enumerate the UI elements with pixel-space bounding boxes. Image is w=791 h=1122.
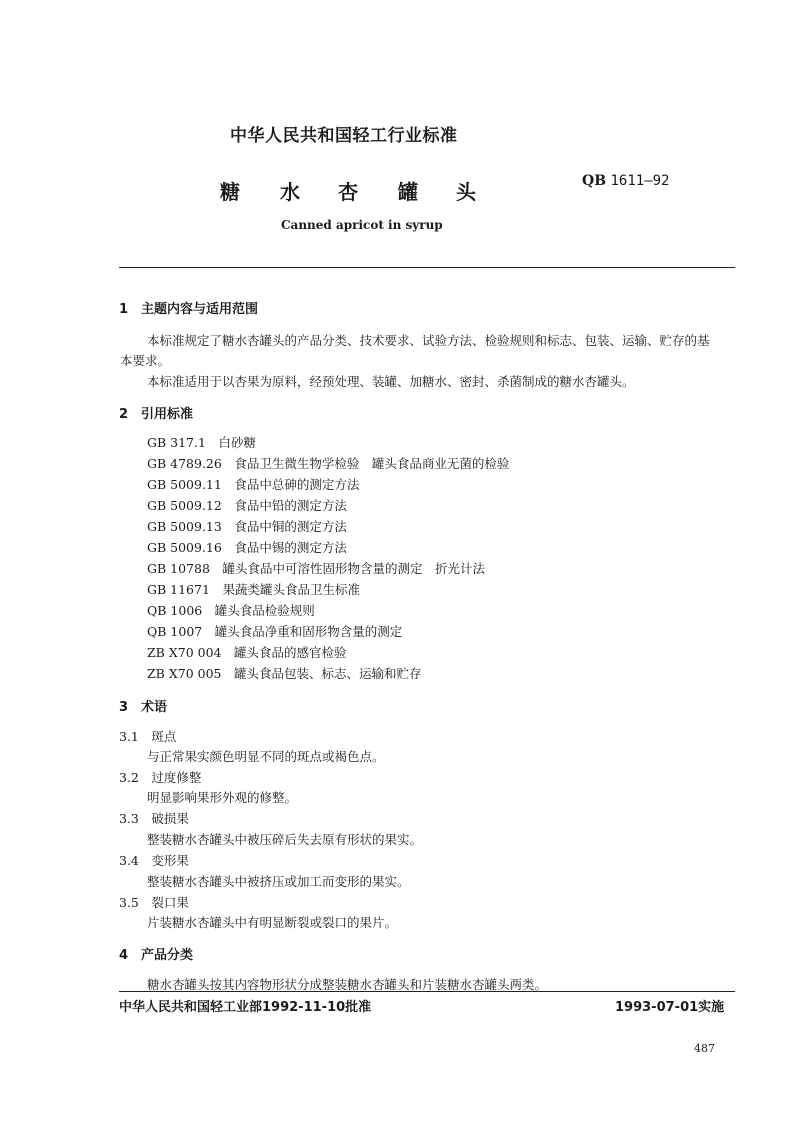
- term-definition: 整装糖水杏罐头中被压碎后失去原有形状的果实。: [147, 832, 423, 847]
- reference-item: [147, 496, 347, 514]
- ref-code: GB 5009.13: [147, 519, 222, 534]
- term-number: 3.5: [119, 895, 139, 910]
- reference-item: [147, 643, 347, 661]
- header-divider: [119, 267, 735, 268]
- section-3-heading: 3 术语: [119, 700, 168, 715]
- term-heading: [119, 893, 189, 911]
- industry-standard-title: 中华人民共和国轻工行业标准: [230, 126, 458, 146]
- page-number: 487: [694, 1042, 715, 1055]
- title-char: 头: [456, 180, 476, 204]
- english-title: Canned apricot in syrup: [281, 218, 443, 232]
- ref-title: 果蔬类罐头食品卫生标准: [222, 582, 360, 597]
- section-1-para1-line1: 本标准规定了糖水杏罐头的产品分类、技术要求、试验方法、检验规则和标志、包装、运输、贮存的基: [147, 333, 710, 348]
- ref-title: 罐头食品净重和固形物含量的测定: [214, 624, 403, 639]
- reference-item: [147, 580, 360, 598]
- term-name: 裂口果: [151, 895, 189, 910]
- reference-item: [147, 517, 347, 535]
- section-1-para2: 本标准适用于以杏果为原料，经预处理、装罐、加糖水、密封、杀菌制成的糖水杏罐头。: [147, 374, 635, 389]
- standard-code: [582, 173, 670, 189]
- section-1-heading: 1 主题内容与适用范围: [119, 302, 259, 317]
- reference-item: [147, 538, 347, 556]
- ref-code: ZB X70 005: [147, 666, 222, 681]
- term-number: 3.1: [119, 729, 139, 744]
- ref-code: GB 5009.12: [147, 498, 222, 513]
- term-name: 破损果: [151, 811, 189, 826]
- ref-title: 罐头食品的感官检验: [234, 645, 347, 660]
- ref-title: 食品卫生微生物学检验 罐头食品商业无菌的检验: [234, 456, 510, 471]
- ref-title: 食品中铜的测定方法: [234, 519, 347, 534]
- term-definition: 片装糖水杏罐头中有明显断裂或裂口的果片。: [147, 915, 398, 930]
- section-4-para: 糖水杏罐头按其内容物形状分成整装糖水杏罐头和片装糖水杏罐头两类。: [147, 977, 548, 992]
- ref-code: GB 4789.26: [147, 456, 222, 471]
- ref-title: 罐头食品检验规则: [214, 603, 315, 618]
- term-definition: 明显影响果形外观的修整。: [147, 790, 298, 805]
- reference-item: [147, 601, 315, 619]
- code-prefix: QB: [582, 173, 607, 189]
- reference-item: [147, 664, 422, 682]
- title-char: 糖: [220, 180, 240, 204]
- reference-item: [147, 559, 485, 577]
- term-name: 斑点: [151, 729, 177, 744]
- ref-code: ZB X70 004: [147, 645, 222, 660]
- term-definition: 整装糖水杏罐头中被挤压或加工而变形的果实。: [147, 874, 410, 889]
- ref-code: QB 1007: [147, 624, 203, 639]
- term-heading: [119, 727, 176, 745]
- approval-line: 中华人民共和国轻工业部1992-11-10批准: [119, 1000, 372, 1015]
- ref-title: 白砂糖: [218, 435, 256, 450]
- code-number: 1611—92: [610, 173, 670, 189]
- title-char: 水: [280, 180, 300, 204]
- ref-code: GB 11671: [147, 582, 210, 597]
- term-heading: [119, 809, 189, 827]
- implementation-date: 1993-07-01实施: [615, 1000, 725, 1015]
- reference-item: [147, 622, 402, 640]
- ref-title: 罐头食品包装、标志、运输和贮存: [234, 666, 422, 681]
- term-definition: 与正常果实颜色明显不同的斑点或褐色点。: [147, 749, 385, 764]
- section-2-heading: 2 引用标准: [119, 407, 194, 422]
- ref-code: GB 317.1: [147, 435, 206, 450]
- ref-code: GB 5009.16: [147, 540, 222, 555]
- footer-divider: [119, 991, 735, 992]
- ref-title: 食品中锡的测定方法: [234, 540, 347, 555]
- ref-code: QB 1006: [147, 603, 203, 618]
- section-4-heading: 4 产品分类: [119, 948, 194, 963]
- ref-title: 食品中铅的测定方法: [234, 498, 347, 513]
- section-1-para1-line2: 本要求。: [120, 353, 171, 368]
- title-char: 罐: [398, 180, 418, 204]
- term-number: 3.3: [119, 811, 139, 826]
- term-number: 3.4: [119, 853, 139, 868]
- ref-code: GB 10788: [147, 561, 210, 576]
- ref-title: 罐头食品中可溶性固形物含量的测定 折光计法: [222, 561, 485, 576]
- term-heading: [119, 768, 201, 786]
- reference-item: [147, 475, 359, 493]
- term-heading: [119, 851, 189, 869]
- term-name: 过度修整: [151, 770, 202, 785]
- ref-code: GB 5009.11: [147, 477, 222, 492]
- ref-title: 食品中总砷的测定方法: [234, 477, 360, 492]
- term-number: 3.2: [119, 770, 139, 785]
- title-char: 杏: [338, 180, 358, 204]
- reference-item: [147, 454, 509, 472]
- term-name: 变形果: [151, 853, 189, 868]
- reference-item: [147, 433, 256, 451]
